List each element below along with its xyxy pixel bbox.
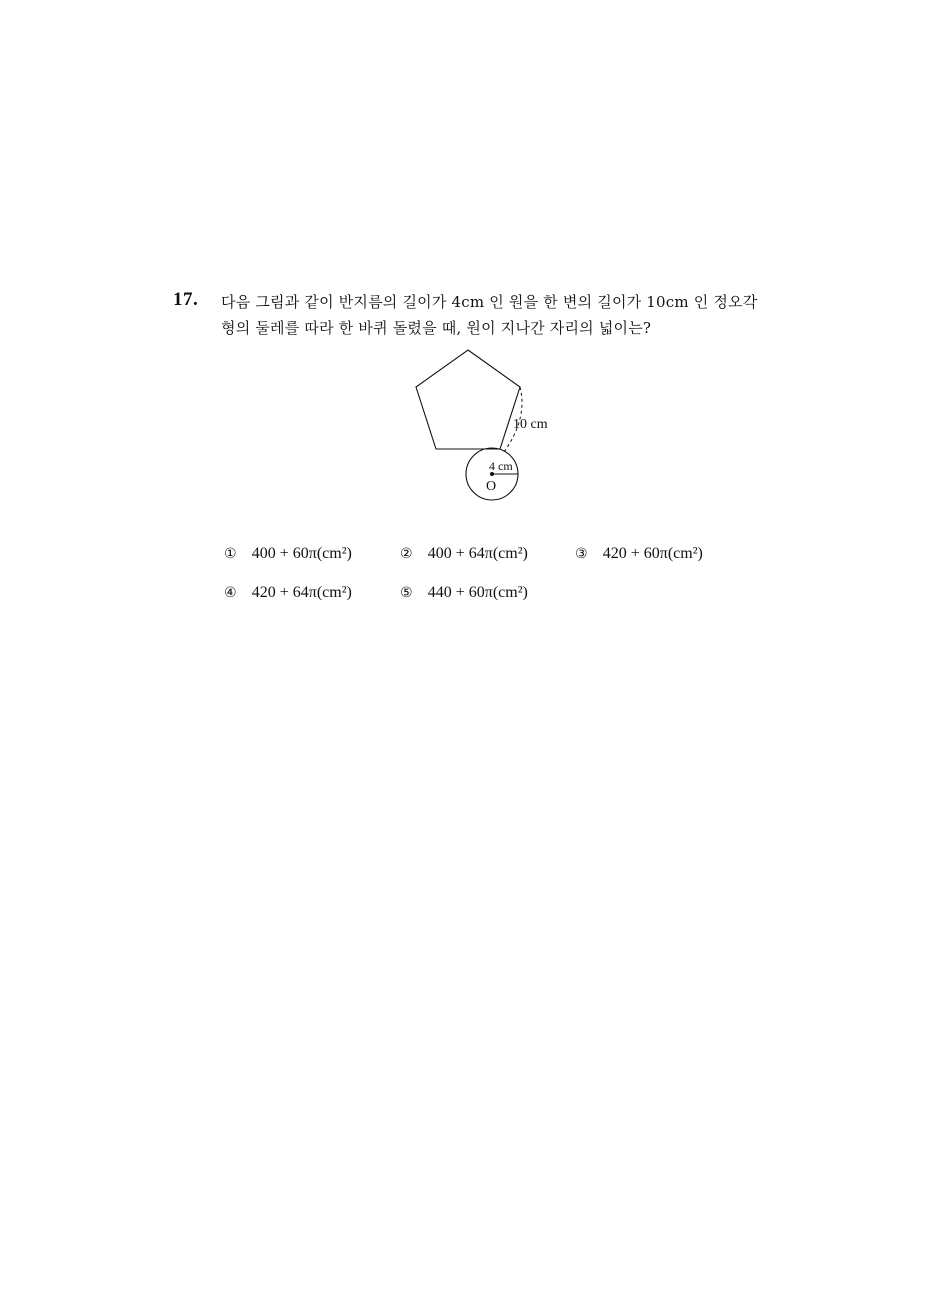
choice-1-number: ① bbox=[224, 546, 237, 562]
choice-3-text: 420 + 60π(cm²) bbox=[602, 545, 703, 562]
pentagon-circle-figure bbox=[400, 340, 570, 510]
choice-row-2 bbox=[224, 584, 744, 623]
side-length-label: 10 cm bbox=[513, 417, 548, 432]
center-label: O bbox=[486, 479, 497, 494]
choice-1-text: 400 + 60π(cm²) bbox=[251, 545, 352, 562]
choice-1[interactable] bbox=[224, 545, 352, 563]
choice-2[interactable] bbox=[400, 545, 528, 563]
choice-4-text: 420 + 64π(cm²) bbox=[251, 584, 352, 601]
choice-3[interactable] bbox=[575, 545, 703, 563]
question-line-2: 형의 둘레를 따라 한 바퀴 돌렸을 때, 원이 지나간 자리의 넓이는? bbox=[221, 319, 652, 337]
choice-2-text: 400 + 64π(cm²) bbox=[427, 545, 528, 562]
question-text bbox=[221, 289, 761, 341]
choice-3-number: ③ bbox=[575, 546, 588, 562]
choice-5-text: 440 + 60π(cm²) bbox=[427, 584, 528, 601]
choice-5[interactable] bbox=[400, 584, 528, 602]
question-line-1: 다음 그림과 같이 반지름의 길이가 4cm 인 원을 한 변의 길이가 10cm 인 정오각 bbox=[221, 293, 758, 311]
figure-svg bbox=[400, 340, 570, 510]
choice-5-number: ⑤ bbox=[400, 585, 413, 601]
choice-4[interactable] bbox=[224, 584, 352, 602]
choice-4-number: ④ bbox=[224, 585, 237, 601]
answer-choices bbox=[224, 545, 744, 623]
question-number: 17. bbox=[173, 289, 199, 310]
pentagon-shape bbox=[416, 350, 520, 449]
choice-row-1 bbox=[224, 545, 744, 584]
choice-2-number: ② bbox=[400, 546, 413, 562]
radius-label: 4 cm bbox=[489, 459, 513, 473]
